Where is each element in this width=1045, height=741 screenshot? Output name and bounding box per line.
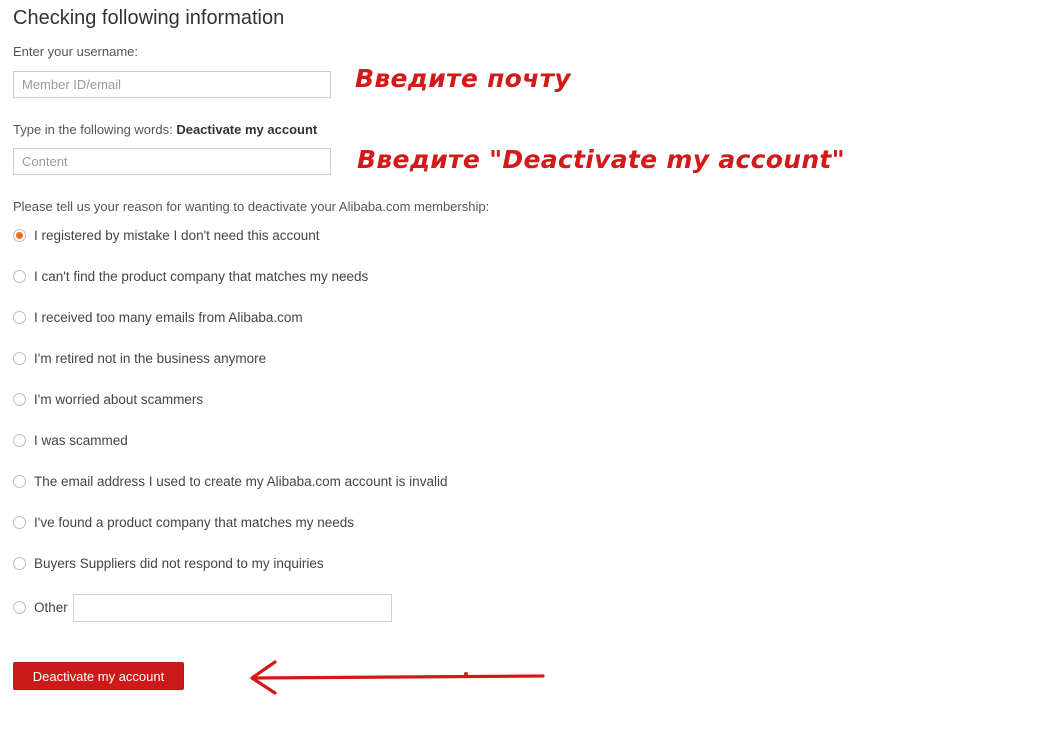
reason-option-label: I'm retired not in the business anymore	[34, 350, 267, 366]
reason-option[interactable]	[13, 307, 303, 327]
reason-option-label: I was scammed	[34, 432, 128, 448]
reason-option[interactable]	[13, 430, 128, 450]
confirm-words-label	[13, 122, 317, 137]
radio-button[interactable]	[13, 229, 26, 242]
radio-button[interactable]	[13, 601, 26, 614]
arrow-annotation-icon	[245, 658, 545, 698]
radio-button[interactable]	[13, 516, 26, 529]
reason-option-label: I registered by mistake I don't need this account	[34, 227, 320, 243]
radio-button[interactable]	[13, 311, 26, 324]
reason-option[interactable]	[13, 389, 203, 409]
reason-option-label: I received too many emails from Alibaba.com	[34, 309, 303, 325]
reason-prompt: Please tell us your reason for wanting to deactivate your Alibaba.com membership:	[13, 199, 490, 214]
reason-option-label: Buyers Suppliers did not respond to my inquiries	[34, 555, 324, 571]
radio-button[interactable]	[13, 434, 26, 447]
radio-button[interactable]	[13, 352, 26, 365]
username-input[interactable]	[13, 71, 331, 98]
radio-button[interactable]	[13, 393, 26, 406]
username-label: Enter your username:	[13, 44, 139, 59]
reason-option-label: I'm worried about scammers	[34, 391, 204, 407]
reason-option-other[interactable]	[13, 597, 68, 617]
radio-button[interactable]	[13, 557, 26, 570]
annotation-words: Введите "Deactivate my account"	[357, 145, 846, 174]
reason-option[interactable]	[13, 471, 447, 491]
confirm-words-input[interactable]	[13, 148, 331, 175]
confirm-words-phrase: Deactivate my account	[176, 122, 318, 137]
reason-option-label: I can't find the product company that matches my needs	[34, 268, 369, 284]
confirm-words-prefix: Type in the following words:	[13, 122, 173, 137]
reason-option[interactable]	[13, 348, 266, 368]
reason-option-label: I've found a product company that matches my needs	[34, 514, 355, 530]
radio-button[interactable]	[13, 475, 26, 488]
other-reason-input[interactable]	[73, 594, 392, 622]
reason-option[interactable]	[13, 225, 319, 245]
annotation-email: Введите почту	[355, 64, 571, 93]
deactivate-account-button[interactable]: Deactivate my account	[13, 662, 184, 690]
reason-option[interactable]	[13, 553, 324, 573]
page-title: Checking following information	[13, 7, 285, 29]
reason-option-label: The email address I used to create my Alibaba.com account is invalid	[34, 473, 448, 489]
reason-option-label: Other	[34, 599, 68, 615]
reason-option[interactable]	[13, 266, 368, 286]
radio-button[interactable]	[13, 270, 26, 283]
reason-option[interactable]	[13, 512, 354, 532]
